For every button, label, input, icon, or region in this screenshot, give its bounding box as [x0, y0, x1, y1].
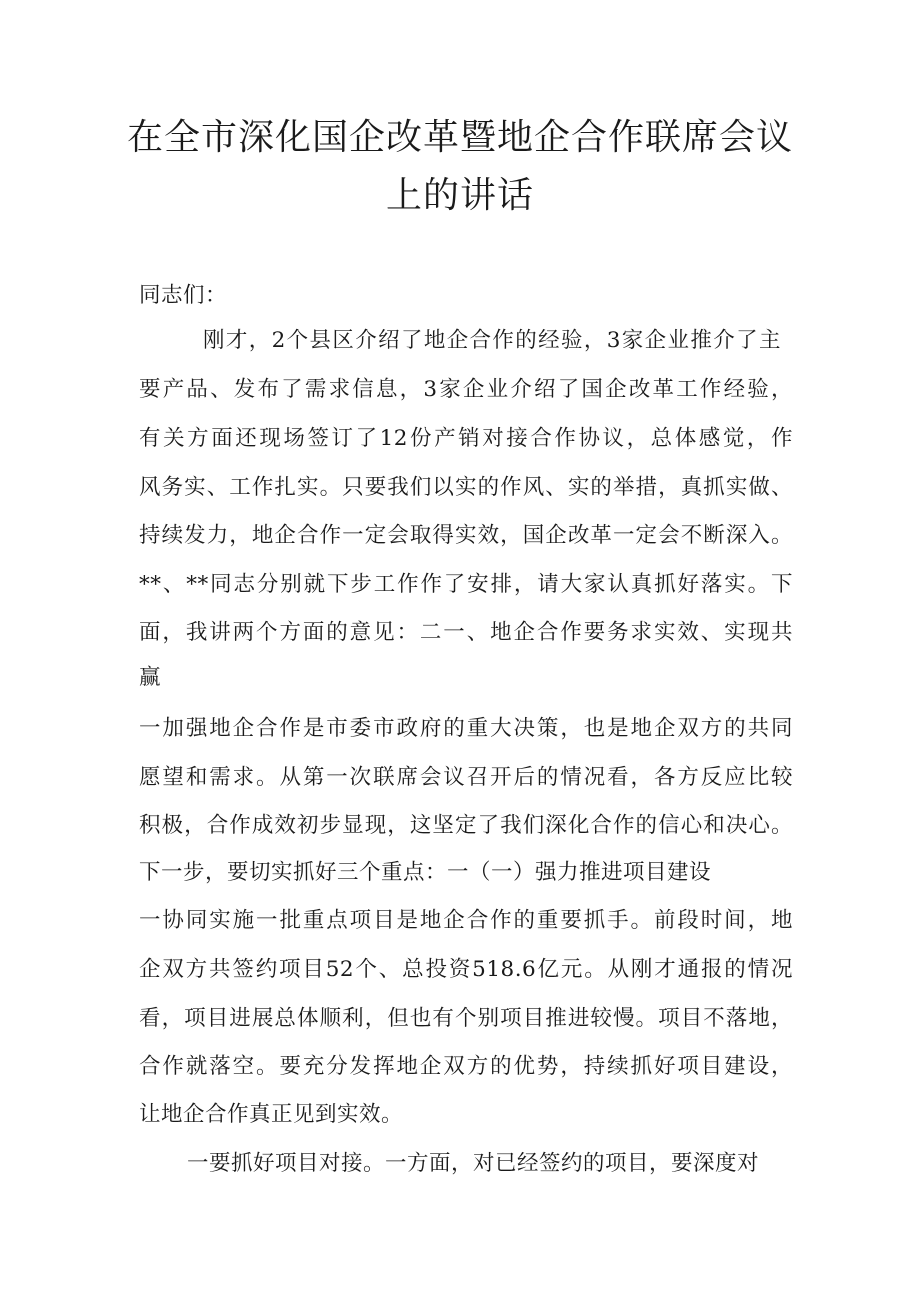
body-line: 积极，合作成效初步显现，这坚定了我们深化合作的信心和决心。 — [139, 813, 793, 838]
body-line: 愿望和需求。从第一次联席会议召开后的情况看，各方反应比较 — [139, 765, 793, 790]
body-line: 下一步，要切实抓好三个重点：一（一）强力推进项目建设 — [139, 860, 712, 885]
body-line: 企双方共签约项目52个、总投资518.6亿元。从刚才通报的情况 — [139, 957, 793, 982]
body-line: 看，项目进展总体顺利，但也有个别项目推进较慢。项目不落地， — [139, 1006, 793, 1031]
body-line: 刚才，2个县区介绍了地企合作的经验，3家企业推介了主 — [203, 328, 781, 353]
body-line: **、**同志分别就下步工作作了安排，请大家认真抓好落实。下 — [139, 572, 793, 597]
body-line: 持续发力，地企合作一定会取得实效，国企改革一定会不断深入。 — [139, 523, 793, 548]
body-line: 要产品、发布了需求信息，3家企业介绍了国企改革工作经验， — [139, 377, 793, 402]
body-line: 风务实、工作扎实。只要我们以实的作风、实的举措，真抓实做、 — [139, 475, 793, 500]
document-title-line-2: 上的讲话 — [385, 175, 534, 216]
body-line: 一协同实施一批重点项目是地企合作的重要抓手。前段时间，地 — [139, 908, 793, 933]
body-line: 合作就落空。要充分发挥地企双方的优势，持续抓好项目建设， — [139, 1054, 793, 1079]
body-line: 面，我讲两个方面的意见：二一、地企合作要务求实效、实现共 — [139, 620, 793, 645]
salutation: 同志们： — [139, 283, 228, 308]
body-line: 有关方面还现场签订了12份产销对接合作协议，总体感觉，作 — [139, 426, 793, 451]
body-line: 一加强地企合作是市委市政府的重大决策，也是地企双方的共同 — [139, 716, 793, 741]
body-line: 赢 — [139, 665, 162, 690]
body-line: 一要抓好项目对接。一方面，对已经签约的项目，要深度对 — [187, 1151, 760, 1176]
document-title-line-1: 在全市深化国企改革暨地企合作联席会议 — [126, 117, 793, 158]
body-line: 让地企合作真正见到实效。 — [139, 1102, 404, 1127]
